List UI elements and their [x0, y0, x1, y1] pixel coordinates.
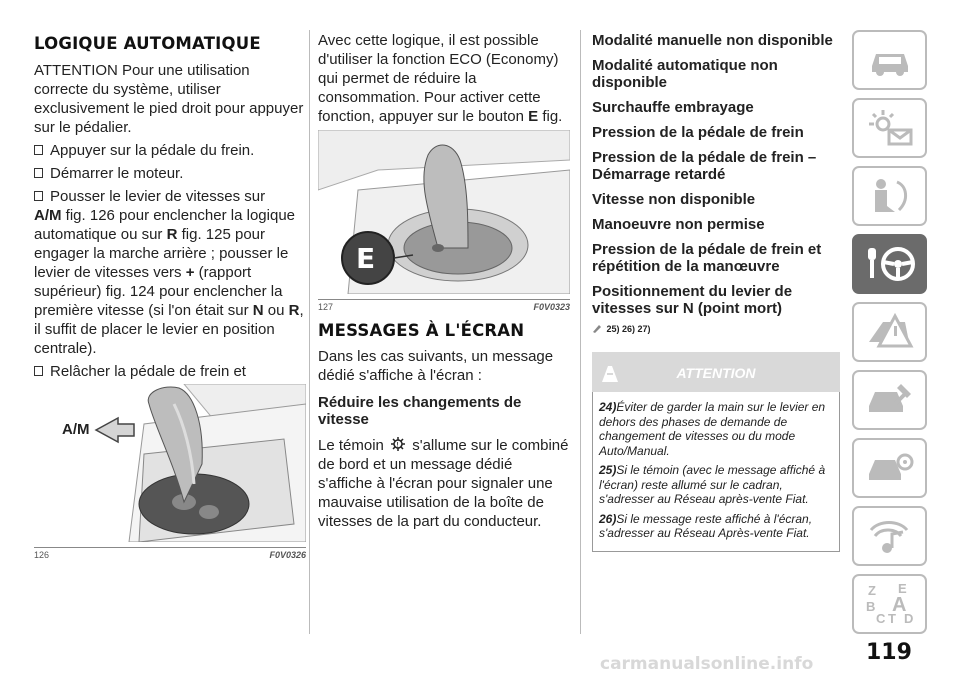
- warning-item: 24)Éviter de garder la main sur le levier en dehors des phases de demande de changement de vitesses ou du mode Auto/Manual.: [599, 400, 826, 458]
- tab-emergency[interactable]: [852, 302, 927, 362]
- message-item: Pression de la pédale de frein et répétition de la manœuvre: [592, 241, 822, 275]
- seat-airbag-icon: [865, 176, 915, 216]
- watermark: carmanualsonline.info: [600, 654, 814, 674]
- warning-item: 25)Si le témoin (avec le message affiché à l'écran) reste allumé sur le cadran, s'adresser au Réseau après-vente Fiat.: [599, 463, 826, 506]
- bullet-start: Démarrer le moteur.: [34, 164, 306, 183]
- music-phone-icon: [865, 516, 915, 556]
- column-divider: [309, 30, 310, 634]
- tab-safety[interactable]: [852, 166, 927, 226]
- tab-multimedia[interactable]: [852, 506, 927, 566]
- column-3: [592, 32, 840, 334]
- gear-lever-illustration: [34, 384, 306, 542]
- eco-paragraph: Avec cette logique, il est possible d'utiliser la fonction ECO (Economy) qui permet de réduire la consommation. Pour activer cette fonction, appuyer sur le bouton E fig.: [318, 32, 563, 125]
- road-hazard-icon: [865, 312, 915, 352]
- figure-126: [34, 384, 306, 560]
- warning-title: ATTENTION: [676, 365, 756, 381]
- warning-header: [592, 352, 840, 392]
- temoin-paragraph: Le témoin ! s'allume sur le combiné de bord et un message dédié s'affiche à l'écran pour signaler une mauvaise utilisation de la boîte de vitesses de la part du conducteur.: [318, 437, 569, 530]
- bullet-lever: Pousser le levier de vitesses sur: [34, 187, 306, 206]
- gear-warning-icon: [388, 436, 408, 452]
- tab-technical[interactable]: [852, 438, 927, 498]
- message-item: Modalité manuelle non disponible: [592, 32, 833, 49]
- car-icon: [866, 44, 914, 76]
- svg-text:Z E B: Z E B A C T D: [865, 581, 913, 626]
- bullet-release: Relâcher la pédale de frein et: [34, 362, 306, 400]
- warning-item: 26)Si le message reste affiché à l'écran, s'adresser au Réseau Après-vente Fiat.: [599, 511, 813, 540]
- message-item: Manoeuvre non permise: [592, 216, 765, 233]
- fig-label-am: A/M: [62, 421, 90, 438]
- car-wrench-icon: [865, 380, 915, 420]
- page-number: 119: [866, 640, 912, 665]
- fig-label-e: E: [356, 242, 376, 275]
- column-2: [318, 0, 570, 145]
- tab-driving[interactable]: [852, 234, 927, 294]
- figure-127: [318, 130, 570, 310]
- section-title-logique: LOGIQUE AUTOMATIQUE: [34, 34, 261, 53]
- checkbox-bullet-icon: [34, 366, 43, 376]
- section-title-messages: MESSAGES À L'ÉCRAN: [318, 321, 525, 340]
- message-item: Pression de la pédale de frein – Démarrage retardé: [592, 149, 817, 183]
- message-item: Vitesse non disponible: [592, 191, 756, 208]
- tab-warning-lights[interactable]: [852, 98, 927, 158]
- figure-caption: 127 F0V0323: [318, 299, 570, 312]
- column-divider: [580, 30, 581, 634]
- key-steering-icon: [864, 244, 916, 284]
- footnote-refs: 25) 26) 27): [592, 323, 840, 334]
- tab-index[interactable]: [852, 574, 927, 634]
- tab-maintenance[interactable]: [852, 370, 927, 430]
- column-2-lower: [318, 321, 570, 531]
- message-item: Surchauffe embrayage: [592, 99, 754, 116]
- checkbox-bullet-icon: [34, 168, 43, 178]
- message-item: Modalité automatique non disponible: [592, 57, 778, 91]
- alphabet-index-icon: [862, 581, 918, 627]
- tab-car[interactable]: [852, 30, 927, 90]
- checkbox-bullet-icon: [34, 145, 43, 155]
- message-item: Pression de la pédale de frein: [592, 124, 804, 141]
- chapter-tabs: [852, 30, 927, 642]
- column-1: [34, 0, 306, 400]
- message-item: Positionnement du levier de vitesses sur N (point mort): [592, 283, 793, 317]
- svg-text:!: !: [396, 442, 399, 449]
- bullet-brake: Appuyer sur la pédale du frein.: [34, 141, 306, 160]
- lever-paragraph: A/M fig. 126 pour enclencher la logique automatique ou sur R fig. 125 pour engager la marche arrière ; pousser le levier de vitesses vers + (rapport supérieur) fig. 124 pour enclencher la première vitesse (si l'on était sur N ou R, il suffit de placer le levier en position centrale).: [34, 207, 304, 357]
- messages-intro: Dans les cas suivants, un message dédié s'affiche à l'écran :: [318, 348, 554, 384]
- checkbox-bullet-icon: [34, 191, 43, 201]
- car-specs-icon: [865, 448, 915, 488]
- warning-box: [592, 352, 840, 552]
- intro-paragraph: ATTENTION Pour une utilisation correcte du système, utiliser exclusivement le pied droit pour appuyer sur le pédalier.: [34, 62, 304, 136]
- pen-note-icon: [592, 323, 604, 333]
- warning-body: [592, 392, 840, 552]
- subheading-changes: Réduire les changements de vitesse: [318, 394, 522, 428]
- warning-light-icon: [865, 108, 915, 148]
- figure-caption: 126 F0V0326: [34, 547, 306, 560]
- eco-button-illustration: [318, 130, 570, 294]
